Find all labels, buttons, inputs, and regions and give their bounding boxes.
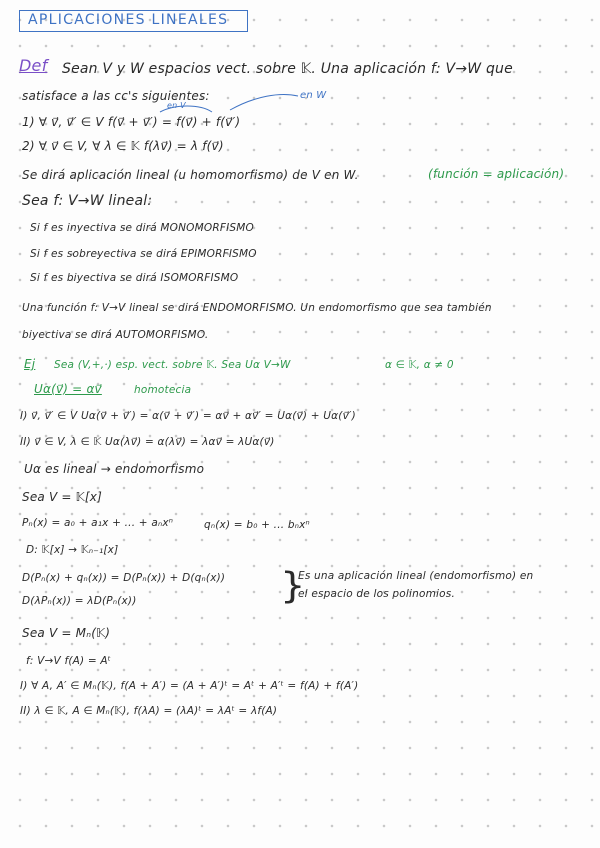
- example2-line-1: Sea V = 𝕂[x]: [22, 490, 102, 504]
- example1-conclusion: Uα es lineal → endomorfismo: [24, 462, 205, 476]
- example1-text: Sea (V,+,·) esp. vect. sobre 𝕂. Sea Uα V→W: [54, 359, 291, 371]
- curly-brace: }: [280, 565, 306, 607]
- example2-note-2: el espacio de los polinomios.: [298, 588, 455, 600]
- example1-condition: α ∈ 𝕂, α ≠ 0: [385, 359, 454, 371]
- example1-proof-1: I) v⃗, v⃗′ ∈ V Uα(v⃗ + v⃗′) = α(v⃗ + v⃗′) = αv⃗ + αv⃗′ = Uα(v⃗) + Uα(v⃗′): [20, 410, 356, 422]
- example3-line-3: I) ∀ A, A′ ∈ Mₙ(𝕂), f(A + A′) = (A + A′)ᵗ = Aᵗ + A′ᵗ = f(A) + f(A′): [20, 680, 359, 692]
- example2-line-3: D: 𝕂[x] → 𝕂ₙ₋₁[x]: [26, 544, 119, 556]
- endo-line-1: Una función f: V→V lineal se dirá ENDOMORFISMO. Un endomorfismo que sea también: [22, 302, 492, 314]
- condition-2: 2) ∀ v⃗ ∈ V, ∀ λ ∈ 𝕂 f(λv⃗) = λ f(v⃗): [22, 139, 224, 153]
- example2-line-2a: Pₙ(x) = a₀ + a₁x + ... + aₙxⁿ: [22, 517, 174, 529]
- condition-1: 1) ∀ v⃗, v⃗′ ∈ V f(v⃗ + v⃗′) = f(v⃗) + f(v⃗′): [22, 115, 241, 129]
- classification-item: Si f es inyectiva se dirá MONOMORFISMO: [30, 222, 254, 234]
- example2-note-1: Es una aplicación lineal (endomorfismo) en: [298, 570, 534, 582]
- classification-item: Si f es biyectiva se dirá ISOMORFISMO: [30, 272, 239, 284]
- definition-line-1: Sean V y W espacios vect. sobre 𝕂. Una aplicación f: V→W que: [62, 61, 513, 77]
- def-label: Def: [19, 56, 48, 75]
- example2-line-4: D(Pₙ(x) + qₙ(x)) = D(Pₙ(x)) + D(qₙ(x)): [22, 572, 226, 584]
- endo-line-2: biyectiva se dirá AUTOMORFISMO.: [22, 329, 209, 341]
- example3-line-2: f: V→V f(A) = Aᵗ: [26, 655, 112, 667]
- annotation-in-w: en W: [300, 90, 327, 101]
- definition-line-5: Se dirá aplicación lineal (u homomorfismo) de V en W.: [22, 168, 359, 182]
- definition-note: (función = aplicación): [428, 167, 565, 181]
- annotation-in-v: en V: [167, 101, 186, 110]
- example1-def-note: homotecia: [134, 384, 192, 396]
- example2-line-2b: qₙ(x) = b₀ + ... bₙxⁿ: [204, 519, 310, 531]
- example3-line-4: II) λ ∈ 𝕂, A ∈ Mₙ(𝕂), f(λA) = (λA)ᵗ = λAᵗ = λf(A): [20, 705, 278, 717]
- example-label: Ej: [24, 357, 36, 371]
- example2-line-5: D(λPₙ(x)) = λD(Pₙ(x)): [22, 595, 137, 607]
- example1-proof-2: II) v⃗ ∈ V, λ ∈ 𝕂 Uα(λv⃗) = α(λv⃗) = λαv⃗ = λUα(v⃗): [20, 436, 275, 448]
- classification-item: Si f es sobreyectiva se dirá EPIMORFISMO: [30, 248, 257, 260]
- definition-line-2: satisface a las cc's siguientes:: [22, 89, 210, 103]
- example3-line-1: Sea V = Mₙ(𝕂): [22, 626, 111, 640]
- example1-def: Uα(v⃗) = αv⃗: [34, 382, 102, 396]
- classification-intro: Sea f: V→W lineal:: [22, 193, 153, 209]
- page-title: APLICACIONES LINEALES: [28, 12, 229, 28]
